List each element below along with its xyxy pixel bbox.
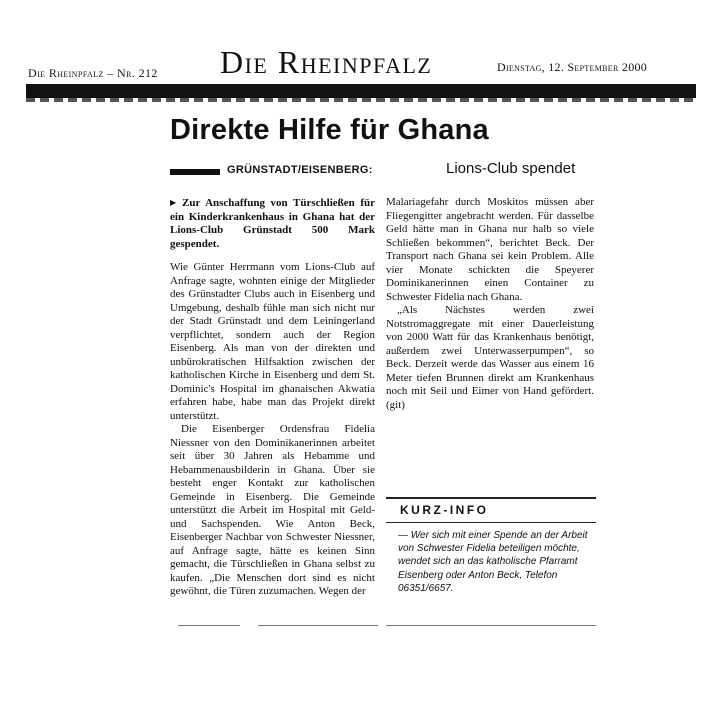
info-box-top-rule [386, 497, 596, 499]
masthead-rule [26, 84, 696, 98]
masthead-date: Dienstag, 12. September 2000 [497, 60, 648, 74]
masthead-rule-shadow [26, 98, 696, 102]
article-paragraph-1: Wie Günter Herrmann vom Lions-Club auf Anfrage sagte, wohnten einige der Mitglieder des Grünstadter Clubs auch in Eisenberg und Umgebung, deshalb fühle man sich nicht nur der Stadt Grünstadt und dem Leiningerland verpflichtet, sondern auch der Region Eisenberg. Als man von der direkten und unbürokratischen Hilfsaktion zwischen der katholischen Kirche in Eisenberg und dem St. Dominic's Hospital im ghanaischen Akwatia erfahren habe, habe man das Projekt direkt unterstützt. [170, 261, 375, 422]
info-box-rule [386, 522, 596, 523]
article-column-left [170, 196, 375, 599]
masthead-title: Die Rheinpfalz [220, 44, 433, 80]
triangle-bullet-icon: ▶ [170, 198, 179, 207]
article-subtitle: Lions-Club spendet [446, 160, 576, 177]
info-box-label: KURZ-INFO [400, 503, 489, 517]
article-place: GRÜNSTADT/EISENBERG: [227, 164, 373, 176]
article-paragraph-3: „Als Nächstes werden zwei Notstromaggregate mit einer Dauerleistung von 2000 Watt für das Krankenhaus benötigt, außerdem zwei Unterwasserpumpen“, so Beck. Derzeit werde das Wasser aus einem 16 Meter tiefen Brunnen direkt am Krankenhaus noch mit Seil und Eimer von Hand gefördert. (git) [386, 304, 594, 411]
article-lead [170, 196, 375, 251]
footer-rule [178, 625, 240, 626]
article-subline [170, 160, 610, 182]
subline-bar [170, 169, 220, 175]
article-lead-text: Zur Anschaffung von Türschließen für ein Kinderkrankenhaus in Ghana hat der Lions-Club Grünstadt 500 Mark gespendet. [170, 197, 376, 250]
article-column-right [386, 196, 594, 412]
masthead-issue: Die Rheinpfalz – Nr. 212 [28, 66, 158, 80]
article-paragraph-2: Die Eisenberger Ordensfrau Fidelia Niessner von den Dominikanerinnen arbeitet seit über 30 Jahren als Hebamme und Hebammenausbilderin in Ghana. Über sie besteht enger Kontakt zur katholischen Gemeinde in Eisenberg. Die Gemeinde unterstützt die Arbeit im Hospital mit Geld- und Sachspenden. Wie Anton Beck, Eisenberger Nachbar von Schwester Niessner, auf Anfrage sagte, hätte es keinen Sinn gemacht, die Türschließen in Ghana selbst zu kaufen. „Die Menschen dort sind es nicht gewöhnt, die Türen zuzumachen. Wegen der [170, 423, 375, 597]
footer-rule [258, 625, 378, 626]
footer-rule [386, 625, 596, 626]
article-headline: Direkte Hilfe für Ghana [170, 114, 489, 146]
article-paragraph-2-continued: Malariagefahr durch Moskitos müssen aber Fliegengitter angebracht werden. Für dasselbe Geld hätte man in Ghana nur halb so viele Schließen bekommen“, berichtet Beck. Der Transport nach Ghana sei kein Problem. Alle vier Monate schickten die Speyerer Dominikanerinnen einen Container zu Schwester Fidelia nach Ghana. [386, 196, 594, 303]
info-box-text: — Wer sich mit einer Spende an der Arbeit von Schwester Fidelia beteiligen möchte, wendet sich an das katholische Pfarramt Eisenberg oder Anton Beck, Telefon 06351/6657. [398, 530, 588, 594]
